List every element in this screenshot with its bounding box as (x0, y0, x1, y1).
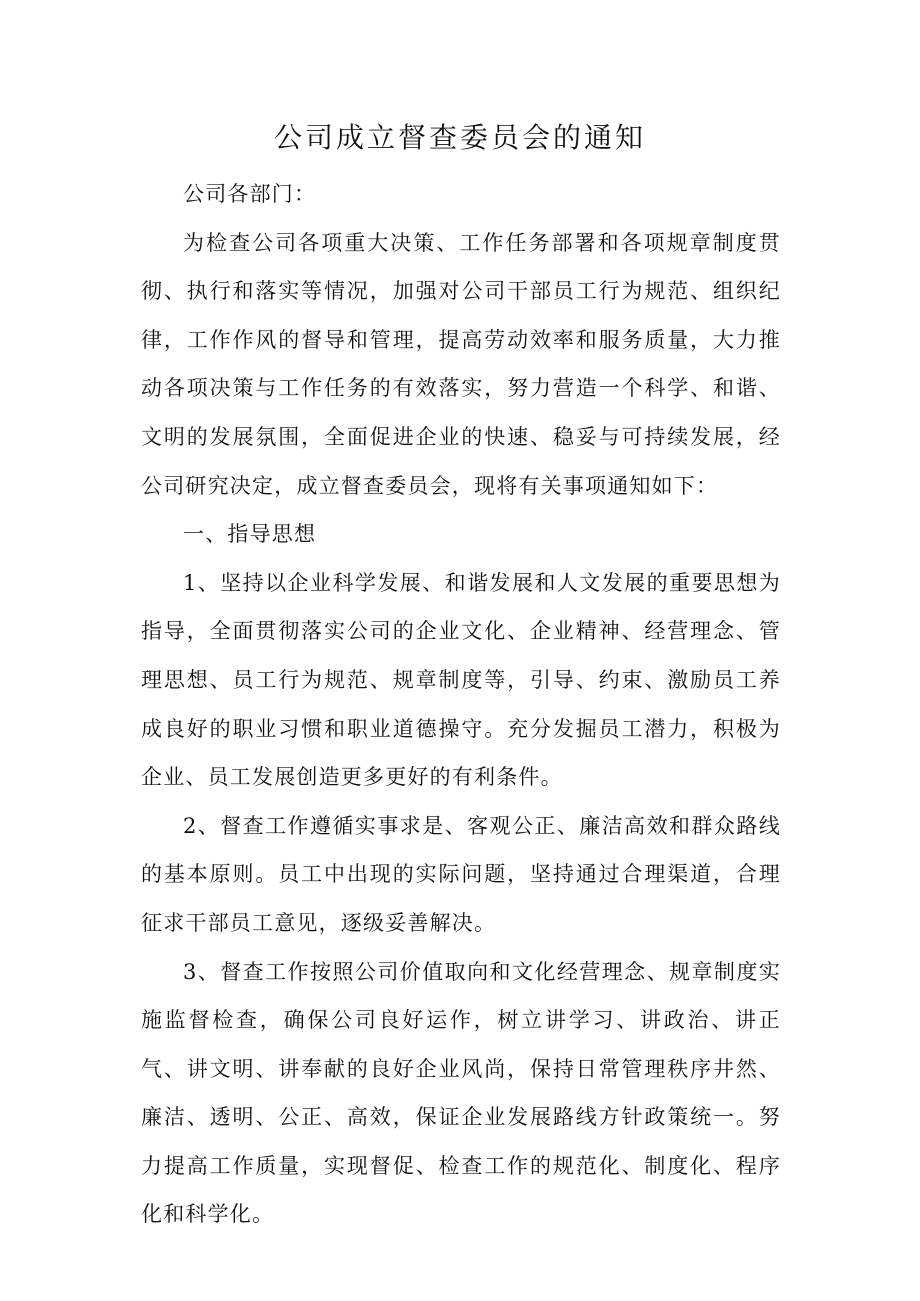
paragraph-intro: 为检查公司各项重大决策、工作任务部署和各项规章制度贯彻、执行和落实等情况，加强对公司干部员工行为规范、组织纪律，工作作风的督导和管理，提高劳动效率和服务质量，大力推动各项决策与工作任务的有效落实，努力营造一个科学、和谐、文明的发展氛围，全面促进企业的快速、稳妥与可持续发展，经公司研究决定，成立督查委员会，现将有关事项通知如下： (141, 230, 781, 498)
document-title: 公司成立督查委员会的通知 (273, 121, 646, 154)
document-body (141, 170, 781, 1239)
paragraph-item-3: 3、督查工作按照公司价值取向和文化经营理念、规章制度实施监督检查，确保公司良好运作，树立讲学习、讲政治、讲正气、讲文明、讲奉献的良好企业风尚，保持日常管理秩序井然、廉洁、透明、公正、高效，保证企业发展路线方针政策统一。努力提高工作质量，实现督促、检查工作的规范化、制度化、程序化和科学化。 (141, 959, 781, 1227)
paragraph-item-1: 1、坚持以企业科学发展、和谐发展和人文发展的重要思想为指导，全面贯彻落实公司的企业文化、企业精神、经营理念、管理思想、员工行为规范、规章制度等，引导、约束、激励员工养成良好的职业习惯和职业道德操守。充分发掘员工潜力，积极为企业、员工发展创造更多更好的有利条件。 (141, 570, 781, 790)
salutation: 公司各部门： (183, 182, 317, 206)
section-heading-guiding-ideology: 一、指导思想 (183, 522, 317, 547)
paragraph-item-2: 2、督查工作遵循实事求是、客观公正、廉洁高效和群众路线的基本原则。员工中出现的实际问题，坚持通过合理渠道，合理征求干部员工意见，逐级妥善解决。 (141, 813, 781, 935)
